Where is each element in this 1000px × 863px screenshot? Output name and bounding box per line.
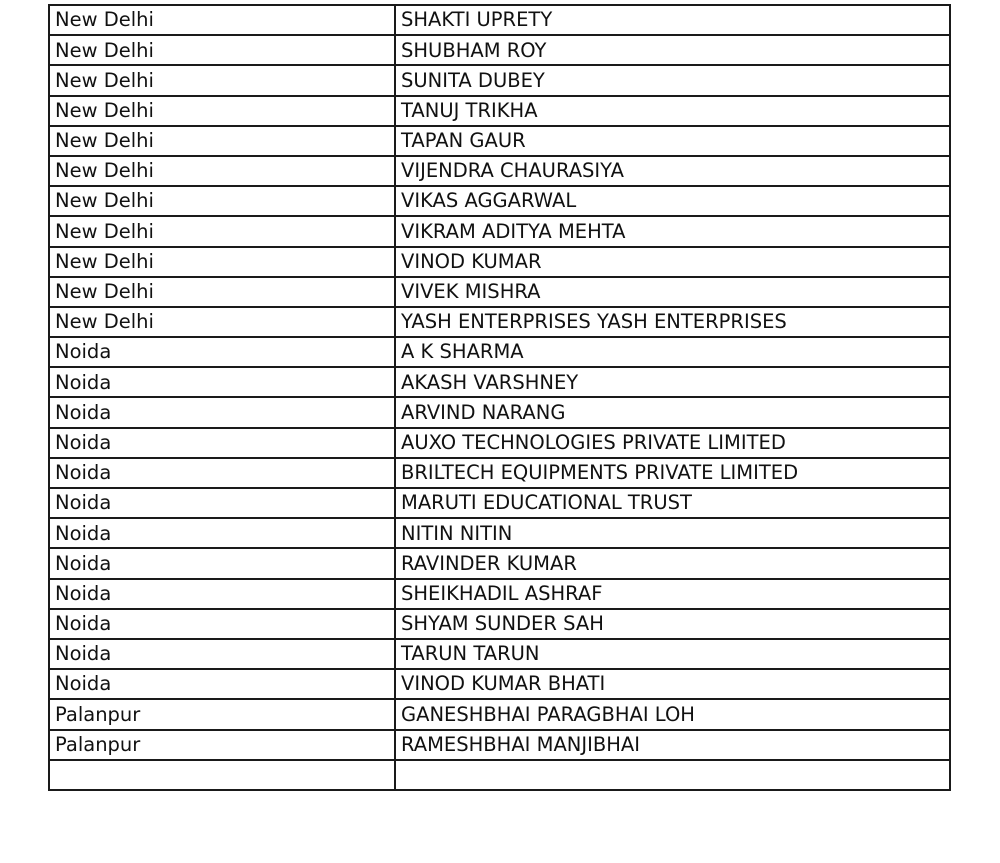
table-row: [49, 35, 950, 65]
table-row: [49, 216, 950, 246]
table-row: [49, 126, 950, 156]
city-cell[interactable]: New Delhi: [49, 277, 395, 307]
spreadsheet-table: [48, 4, 951, 791]
name-cell[interactable]: VINOD KUMAR BHATI: [395, 669, 950, 699]
table-row: [49, 730, 950, 760]
name-cell[interactable]: AUXO TECHNOLOGIES PRIVATE LIMITED: [395, 428, 950, 458]
table-row: [49, 639, 950, 669]
city-cell[interactable]: Noida: [49, 367, 395, 397]
table-row: [49, 669, 950, 699]
name-cell[interactable]: RAVINDER KUMAR: [395, 548, 950, 578]
city-cell[interactable]: New Delhi: [49, 65, 395, 95]
name-cell[interactable]: SHAKTI UPRETY: [395, 5, 950, 35]
name-cell[interactable]: SHEIKHADIL ASHRAF: [395, 579, 950, 609]
city-cell[interactable]: Noida: [49, 548, 395, 578]
city-cell[interactable]: Noida: [49, 397, 395, 427]
city-cell[interactable]: New Delhi: [49, 96, 395, 126]
name-cell[interactable]: VIKAS AGGARWAL: [395, 186, 950, 216]
name-cell[interactable]: NITIN NITIN: [395, 518, 950, 548]
table-row: [49, 5, 950, 35]
table-row: [49, 65, 950, 95]
table-row: [49, 337, 950, 367]
table-row: [49, 186, 950, 216]
table-row: [49, 277, 950, 307]
name-cell[interactable]: GANESHBHAI PARAGBHAI LOH: [395, 699, 950, 729]
city-cell[interactable]: Noida: [49, 639, 395, 669]
name-cell[interactable]: ARVIND NARANG: [395, 397, 950, 427]
name-cell[interactable]: TAPAN GAUR: [395, 126, 950, 156]
table-row: [49, 699, 950, 729]
city-cell[interactable]: New Delhi: [49, 156, 395, 186]
city-cell[interactable]: New Delhi: [49, 247, 395, 277]
city-cell[interactable]: Palanpur: [49, 699, 395, 729]
name-cell[interactable]: VIVEK MISHRA: [395, 277, 950, 307]
table-row: [49, 548, 950, 578]
name-cell[interactable]: VIJENDRA CHAURASIYA: [395, 156, 950, 186]
table-row: [49, 247, 950, 277]
table-row: [49, 367, 950, 397]
city-cell[interactable]: Noida: [49, 337, 395, 367]
city-cell[interactable]: New Delhi: [49, 35, 395, 65]
city-cell[interactable]: Noida: [49, 669, 395, 699]
table-row: [49, 397, 950, 427]
name-cell[interactable]: MARUTI EDUCATIONAL TRUST: [395, 488, 950, 518]
name-cell[interactable]: SHUBHAM ROY: [395, 35, 950, 65]
table-row: [49, 579, 950, 609]
table-row: [49, 488, 950, 518]
name-cell[interactable]: SUNITA DUBEY: [395, 65, 950, 95]
table-row: [49, 156, 950, 186]
city-cell[interactable]: Palanpur: [49, 730, 395, 760]
table-body: [49, 5, 950, 790]
city-cell[interactable]: Noida: [49, 458, 395, 488]
name-cell[interactable]: TANUJ TRIKHA: [395, 96, 950, 126]
city-cell[interactable]: Noida: [49, 579, 395, 609]
table-row: [49, 609, 950, 639]
table-row: [49, 760, 950, 790]
name-cell[interactable]: RAMESHBHAI MANJIBHAI: [395, 730, 950, 760]
city-cell[interactable]: Noida: [49, 428, 395, 458]
table-row: [49, 307, 950, 337]
name-cell[interactable]: [395, 760, 950, 790]
name-cell[interactable]: A K SHARMA: [395, 337, 950, 367]
name-cell[interactable]: VIKRAM ADITYA MEHTA: [395, 216, 950, 246]
table-row: [49, 428, 950, 458]
city-cell[interactable]: New Delhi: [49, 216, 395, 246]
city-cell[interactable]: [49, 760, 395, 790]
name-cell[interactable]: VINOD KUMAR: [395, 247, 950, 277]
city-cell[interactable]: Noida: [49, 488, 395, 518]
city-cell[interactable]: New Delhi: [49, 186, 395, 216]
table-row: [49, 518, 950, 548]
table-row: [49, 96, 950, 126]
name-cell[interactable]: TARUN TARUN: [395, 639, 950, 669]
name-cell[interactable]: YASH ENTERPRISES YASH ENTERPRISES: [395, 307, 950, 337]
city-cell[interactable]: Noida: [49, 518, 395, 548]
city-cell[interactable]: Noida: [49, 609, 395, 639]
city-cell[interactable]: New Delhi: [49, 126, 395, 156]
city-cell[interactable]: New Delhi: [49, 5, 395, 35]
name-cell[interactable]: AKASH VARSHNEY: [395, 367, 950, 397]
city-cell[interactable]: New Delhi: [49, 307, 395, 337]
name-cell[interactable]: SHYAM SUNDER SAH: [395, 609, 950, 639]
table-row: [49, 458, 950, 488]
name-cell[interactable]: BRILTECH EQUIPMENTS PRIVATE LIMITED: [395, 458, 950, 488]
